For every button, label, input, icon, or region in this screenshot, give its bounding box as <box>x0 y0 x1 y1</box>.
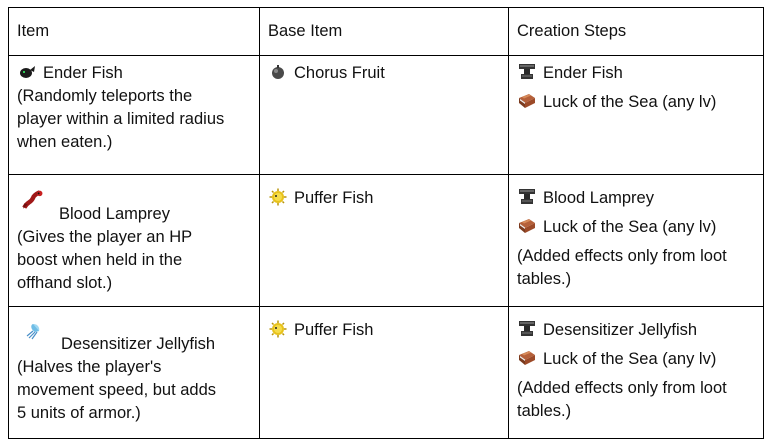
table-row <box>9 175 764 307</box>
table-row <box>9 56 764 175</box>
item-description-line: 5 units of armor.) <box>17 404 141 422</box>
anvil-icon <box>517 188 537 206</box>
base-item-cell <box>260 56 509 175</box>
creation-steps-cell <box>509 175 764 307</box>
header-row <box>9 8 764 56</box>
table-row <box>9 307 764 439</box>
recipe-table <box>8 7 764 439</box>
step-note-line: (Added effects only from loot <box>517 379 727 397</box>
jellyfish-icon <box>23 319 43 343</box>
enchanted-book-icon <box>517 217 537 235</box>
item-description-line: boost when held in the <box>17 251 183 269</box>
ender-fish-icon <box>17 63 37 81</box>
creation-step: Luck of the Sea (any lv) <box>517 348 755 371</box>
item-description-line: player within a limited radius <box>17 110 225 128</box>
step-note-line: tables.) <box>517 402 572 420</box>
creation-step: Luck of the Sea (any lv) <box>517 216 755 239</box>
item-name: Ender Fish <box>43 64 123 82</box>
puffer-fish-icon <box>268 320 288 338</box>
creation-steps-cell <box>509 307 764 439</box>
base-item-name: Puffer Fish <box>294 189 374 207</box>
enchanted-book-icon <box>517 92 537 110</box>
base-item-name: Chorus Fruit <box>294 64 385 82</box>
item-cell <box>9 56 260 175</box>
item-description-line: movement speed, but adds <box>17 381 217 399</box>
column-header-creation-steps: Creation Steps <box>509 8 764 56</box>
item-description-line: when eaten.) <box>17 133 113 151</box>
creation-step: Blood Lamprey <box>517 187 755 210</box>
step-note-line: tables.) <box>517 270 572 288</box>
item-cell <box>9 175 260 307</box>
chorus-fruit-icon <box>268 63 288 81</box>
enchanted-book-icon <box>517 349 537 367</box>
item-description-line: (Gives the player an HP <box>17 228 193 246</box>
item-description-line: offhand slot.) <box>17 274 113 292</box>
base-item-cell <box>260 307 509 439</box>
item-description-line: (Randomly teleports the <box>17 87 193 105</box>
blood-lamprey-icon <box>21 187 43 213</box>
item-name: Blood Lamprey <box>59 205 170 223</box>
item-description-line: (Halves the player's <box>17 358 162 376</box>
column-header-base-item: Base Item <box>260 8 509 56</box>
creation-step: Ender Fish <box>517 62 755 85</box>
item-cell <box>9 307 260 439</box>
creation-step: Desensitizer Jellyfish <box>517 319 755 342</box>
creation-step: Luck of the Sea (any lv) <box>517 91 755 114</box>
anvil-icon <box>517 63 537 81</box>
anvil-icon <box>517 320 537 338</box>
column-header-item: Item <box>9 8 260 56</box>
creation-steps-cell <box>509 56 764 175</box>
puffer-fish-icon <box>268 188 288 206</box>
item-name: Desensitizer Jellyfish <box>61 335 216 353</box>
base-item-cell <box>260 175 509 307</box>
step-note-line: (Added effects only from loot <box>517 247 727 265</box>
base-item-name: Puffer Fish <box>294 321 374 339</box>
